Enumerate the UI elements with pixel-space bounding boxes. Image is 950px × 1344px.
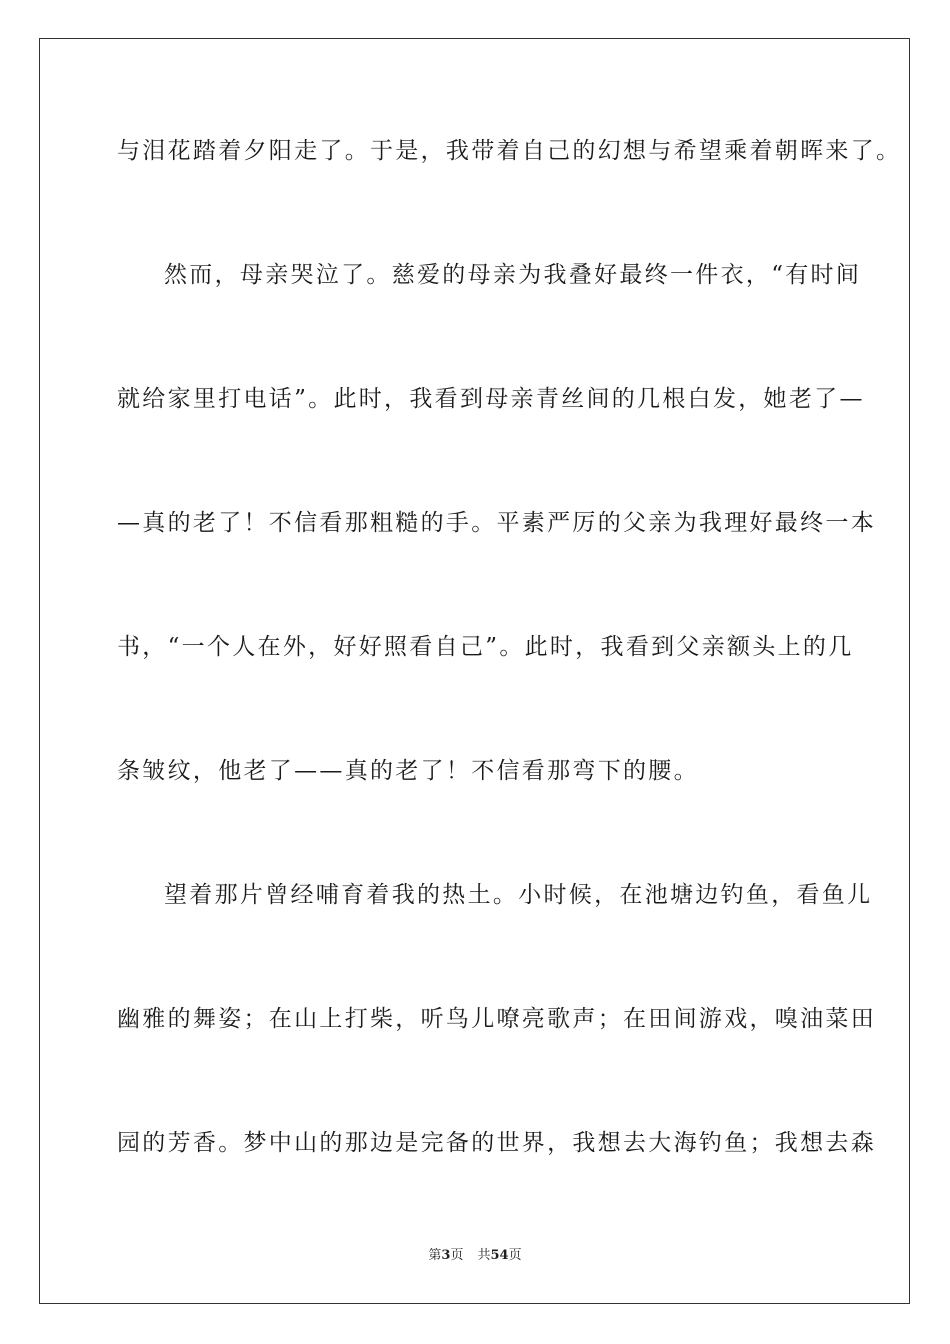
total-prefix: 共 [477,1248,491,1263]
text-line-6: 条皱纹，他老了——真的老了！不信看那弯下的腰。 [117,758,699,784]
text-line-7: 望着那片曾经哺育着我的热土。小时候，在池塘边钓鱼，看鱼儿 [164,882,873,908]
page-suffix: 页 [450,1248,464,1263]
text-line-8: 幽雅的舞姿；在山上打柴，听鸟儿嘹亮歌声；在田间游戏，嗅油菜田 [117,1006,876,1032]
total-suffix: 页 [508,1248,522,1263]
text-line-2: 然而，母亲哭泣了。慈爱的母亲为我叠好最终一件衣，“有时间 [164,262,862,288]
page-number: 3 [441,1248,451,1263]
text-line-3: 就给家里打电话”。此时，我看到母亲青丝间的几根白发，她老了— [117,386,865,412]
page-footer [0,1246,950,1266]
text-line-9: 园的芳香。梦中山的那边是完备的世界，我想去大海钓鱼；我想去森 [117,1130,876,1156]
page-prefix: 第 [428,1248,442,1263]
total-pages: 54 [490,1248,509,1263]
page-border [39,38,910,1304]
text-line-4: —真的老了！不信看那粗糙的手。平素严厉的父亲为我理好最终一本 [117,510,876,536]
text-line-1: 与泪花踏着夕阳走了。于是，我带着自己的幻想与希望乘着朝晖来了。 [117,138,902,164]
text-line-5: 书，“一个人在外，好好照看自己”。此时，我看到父亲额头上的几 [117,634,854,660]
